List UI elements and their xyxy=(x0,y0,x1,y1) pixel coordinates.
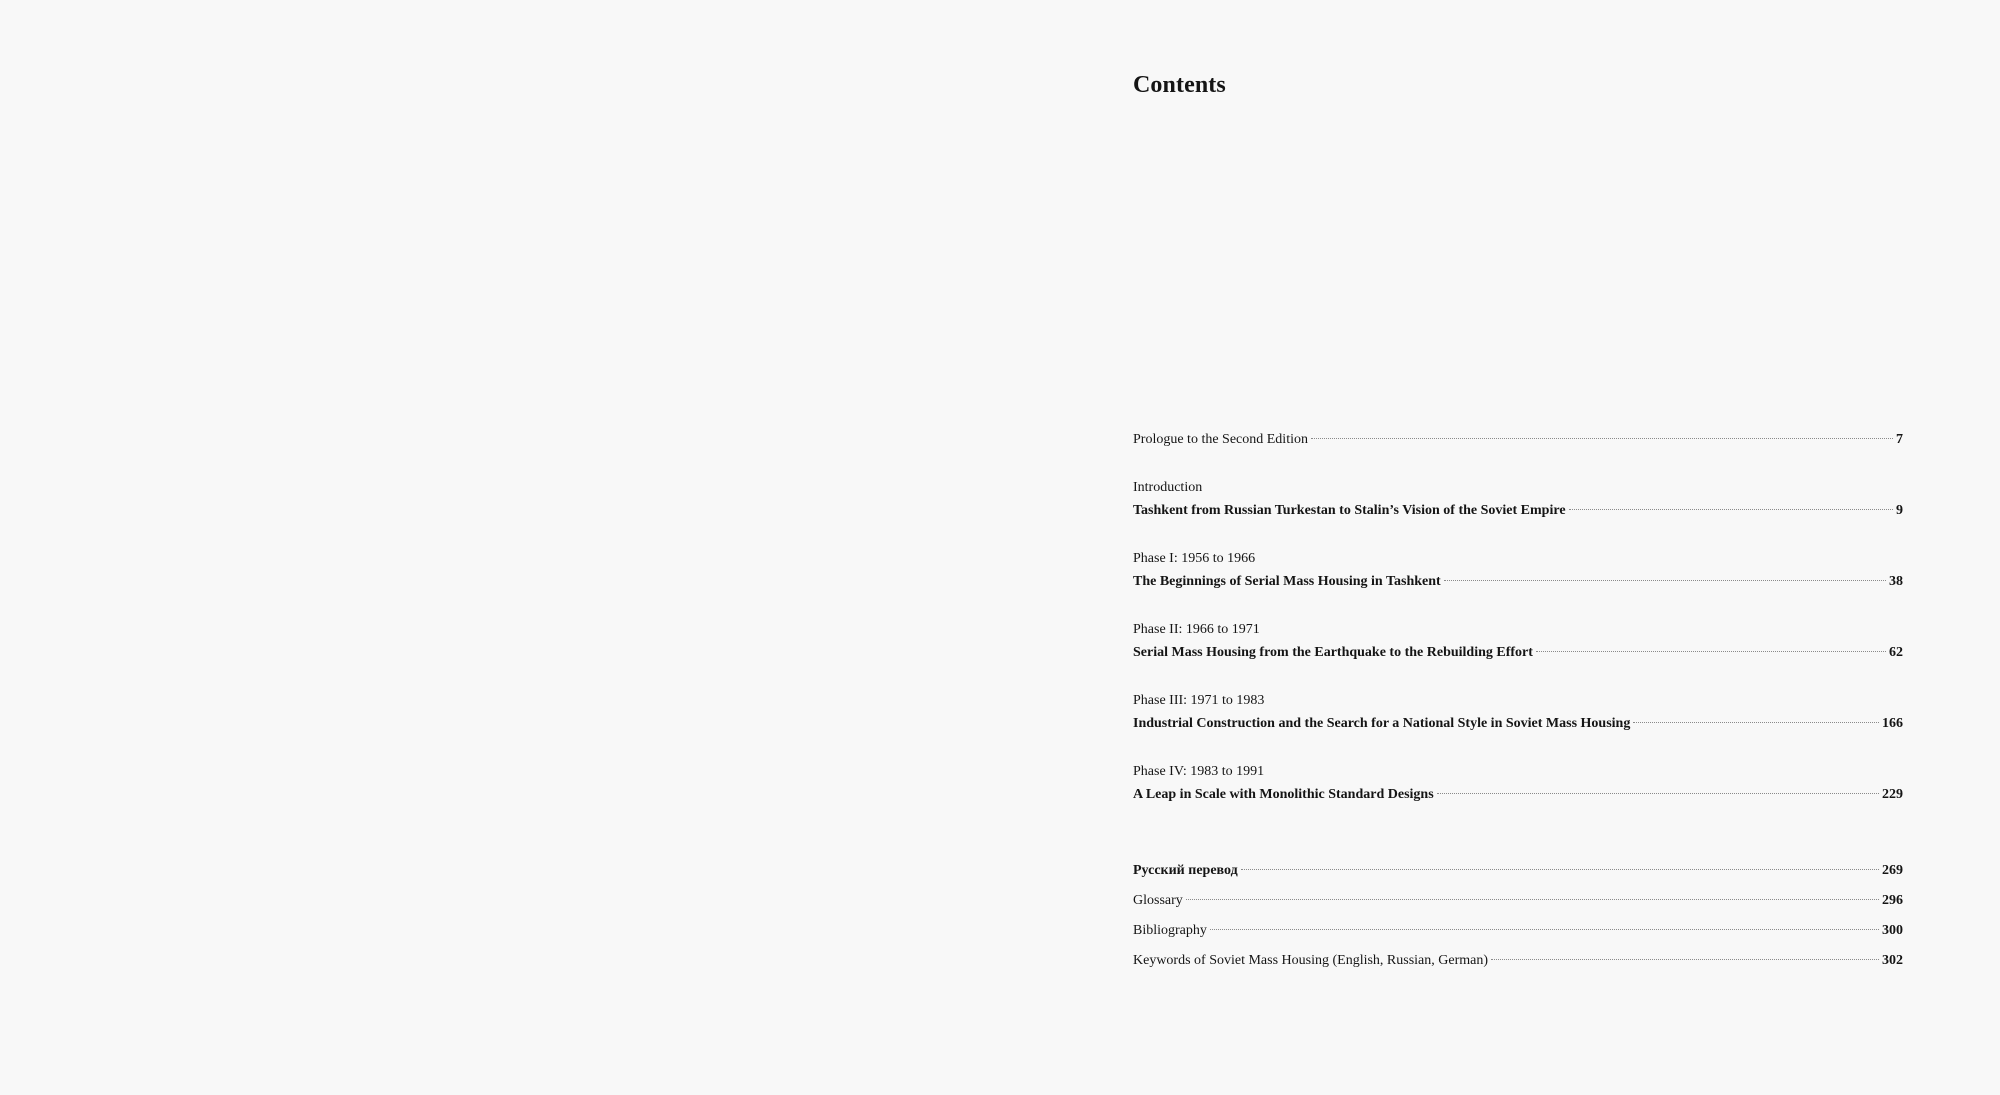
bibliography-page-number: 300 xyxy=(1882,922,1903,938)
phase-four-title: A Leap in Scale with Monolithic Standard Designs xyxy=(1133,787,1434,802)
phase-three-dot-leader xyxy=(1633,722,1879,723)
phase-four-page-number: 229 xyxy=(1882,787,1903,802)
introduction-label: Introduction xyxy=(1133,479,1203,495)
phase-three-title: Industrial Construction and the Search for a National Style in Soviet Mass Housing xyxy=(1133,716,1631,731)
russian-translation-title: Русский перевод xyxy=(1133,862,1238,878)
prologue-entry xyxy=(1133,428,1903,452)
phase-one-page-number: 38 xyxy=(1889,574,1903,589)
glossary-page-number: 296 xyxy=(1882,892,1903,908)
contents-page xyxy=(1000,0,2000,1095)
contents-title: Contents xyxy=(1133,72,1226,98)
bibliography-dot-leader xyxy=(1210,929,1879,930)
phase-three-page-number: 166 xyxy=(1882,716,1903,731)
phase-one-label: Phase I: 1956 to 1966 xyxy=(1133,550,1256,566)
prologue-page-number: 7 xyxy=(1896,432,1903,447)
prologue-row xyxy=(1133,428,1903,452)
introduction-row xyxy=(1133,499,1903,523)
introduction-page-number: 9 xyxy=(1896,503,1903,518)
phase-two-page-number: 62 xyxy=(1889,645,1903,660)
keywords-page-number: 302 xyxy=(1882,953,1903,969)
phase-two-row xyxy=(1133,641,1903,665)
phase-four-row xyxy=(1133,783,1903,807)
back-matter-list xyxy=(1133,859,1903,973)
phase-two-label: Phase II: 1966 to 1971 xyxy=(1133,621,1260,637)
prologue-title: Prologue to the Second Edition xyxy=(1133,432,1308,447)
phase-four-label: Phase IV: 1983 to 1991 xyxy=(1133,763,1265,779)
phase-one-row xyxy=(1133,570,1903,594)
phase-three-section xyxy=(1133,689,1903,736)
phase-four-section xyxy=(1133,760,1903,807)
keywords-row xyxy=(1133,949,1903,973)
glossary-dot-leader xyxy=(1186,899,1879,900)
russian-translation-page-number: 269 xyxy=(1882,862,1903,878)
phase-three-row xyxy=(1133,712,1903,736)
phase-two-section xyxy=(1133,618,1903,665)
glossary-row xyxy=(1133,889,1903,913)
russian-translation-dot-leader xyxy=(1241,869,1879,870)
phase-one-title: The Beginnings of Serial Mass Housing in Tashkent xyxy=(1133,574,1441,589)
phase-two-title: Serial Mass Housing from the Earthquake to the Rebuilding Effort xyxy=(1133,645,1533,660)
phase-one-section xyxy=(1133,547,1903,594)
russian-translation-row xyxy=(1133,859,1903,883)
bibliography-row xyxy=(1133,919,1903,943)
introduction-dot-leader xyxy=(1569,509,1893,510)
keywords-title: Keywords of Soviet Mass Housing (English, Russian, German) xyxy=(1133,953,1489,969)
phase-one-dot-leader xyxy=(1444,580,1886,581)
glossary-title: Glossary xyxy=(1133,892,1183,908)
table-of-contents xyxy=(1133,428,1903,979)
phase-four-dot-leader xyxy=(1437,793,1879,794)
prologue-dot-leader xyxy=(1311,438,1893,439)
phase-three-label: Phase III: 1971 to 1983 xyxy=(1133,692,1265,708)
bibliography-title: Bibliography xyxy=(1133,922,1207,938)
phase-two-dot-leader xyxy=(1536,651,1886,652)
introduction-section xyxy=(1133,476,1903,523)
introduction-title: Tashkent from Russian Turkestan to Stalin’s Vision of the Soviet Empire xyxy=(1133,503,1566,518)
keywords-dot-leader xyxy=(1491,959,1879,960)
